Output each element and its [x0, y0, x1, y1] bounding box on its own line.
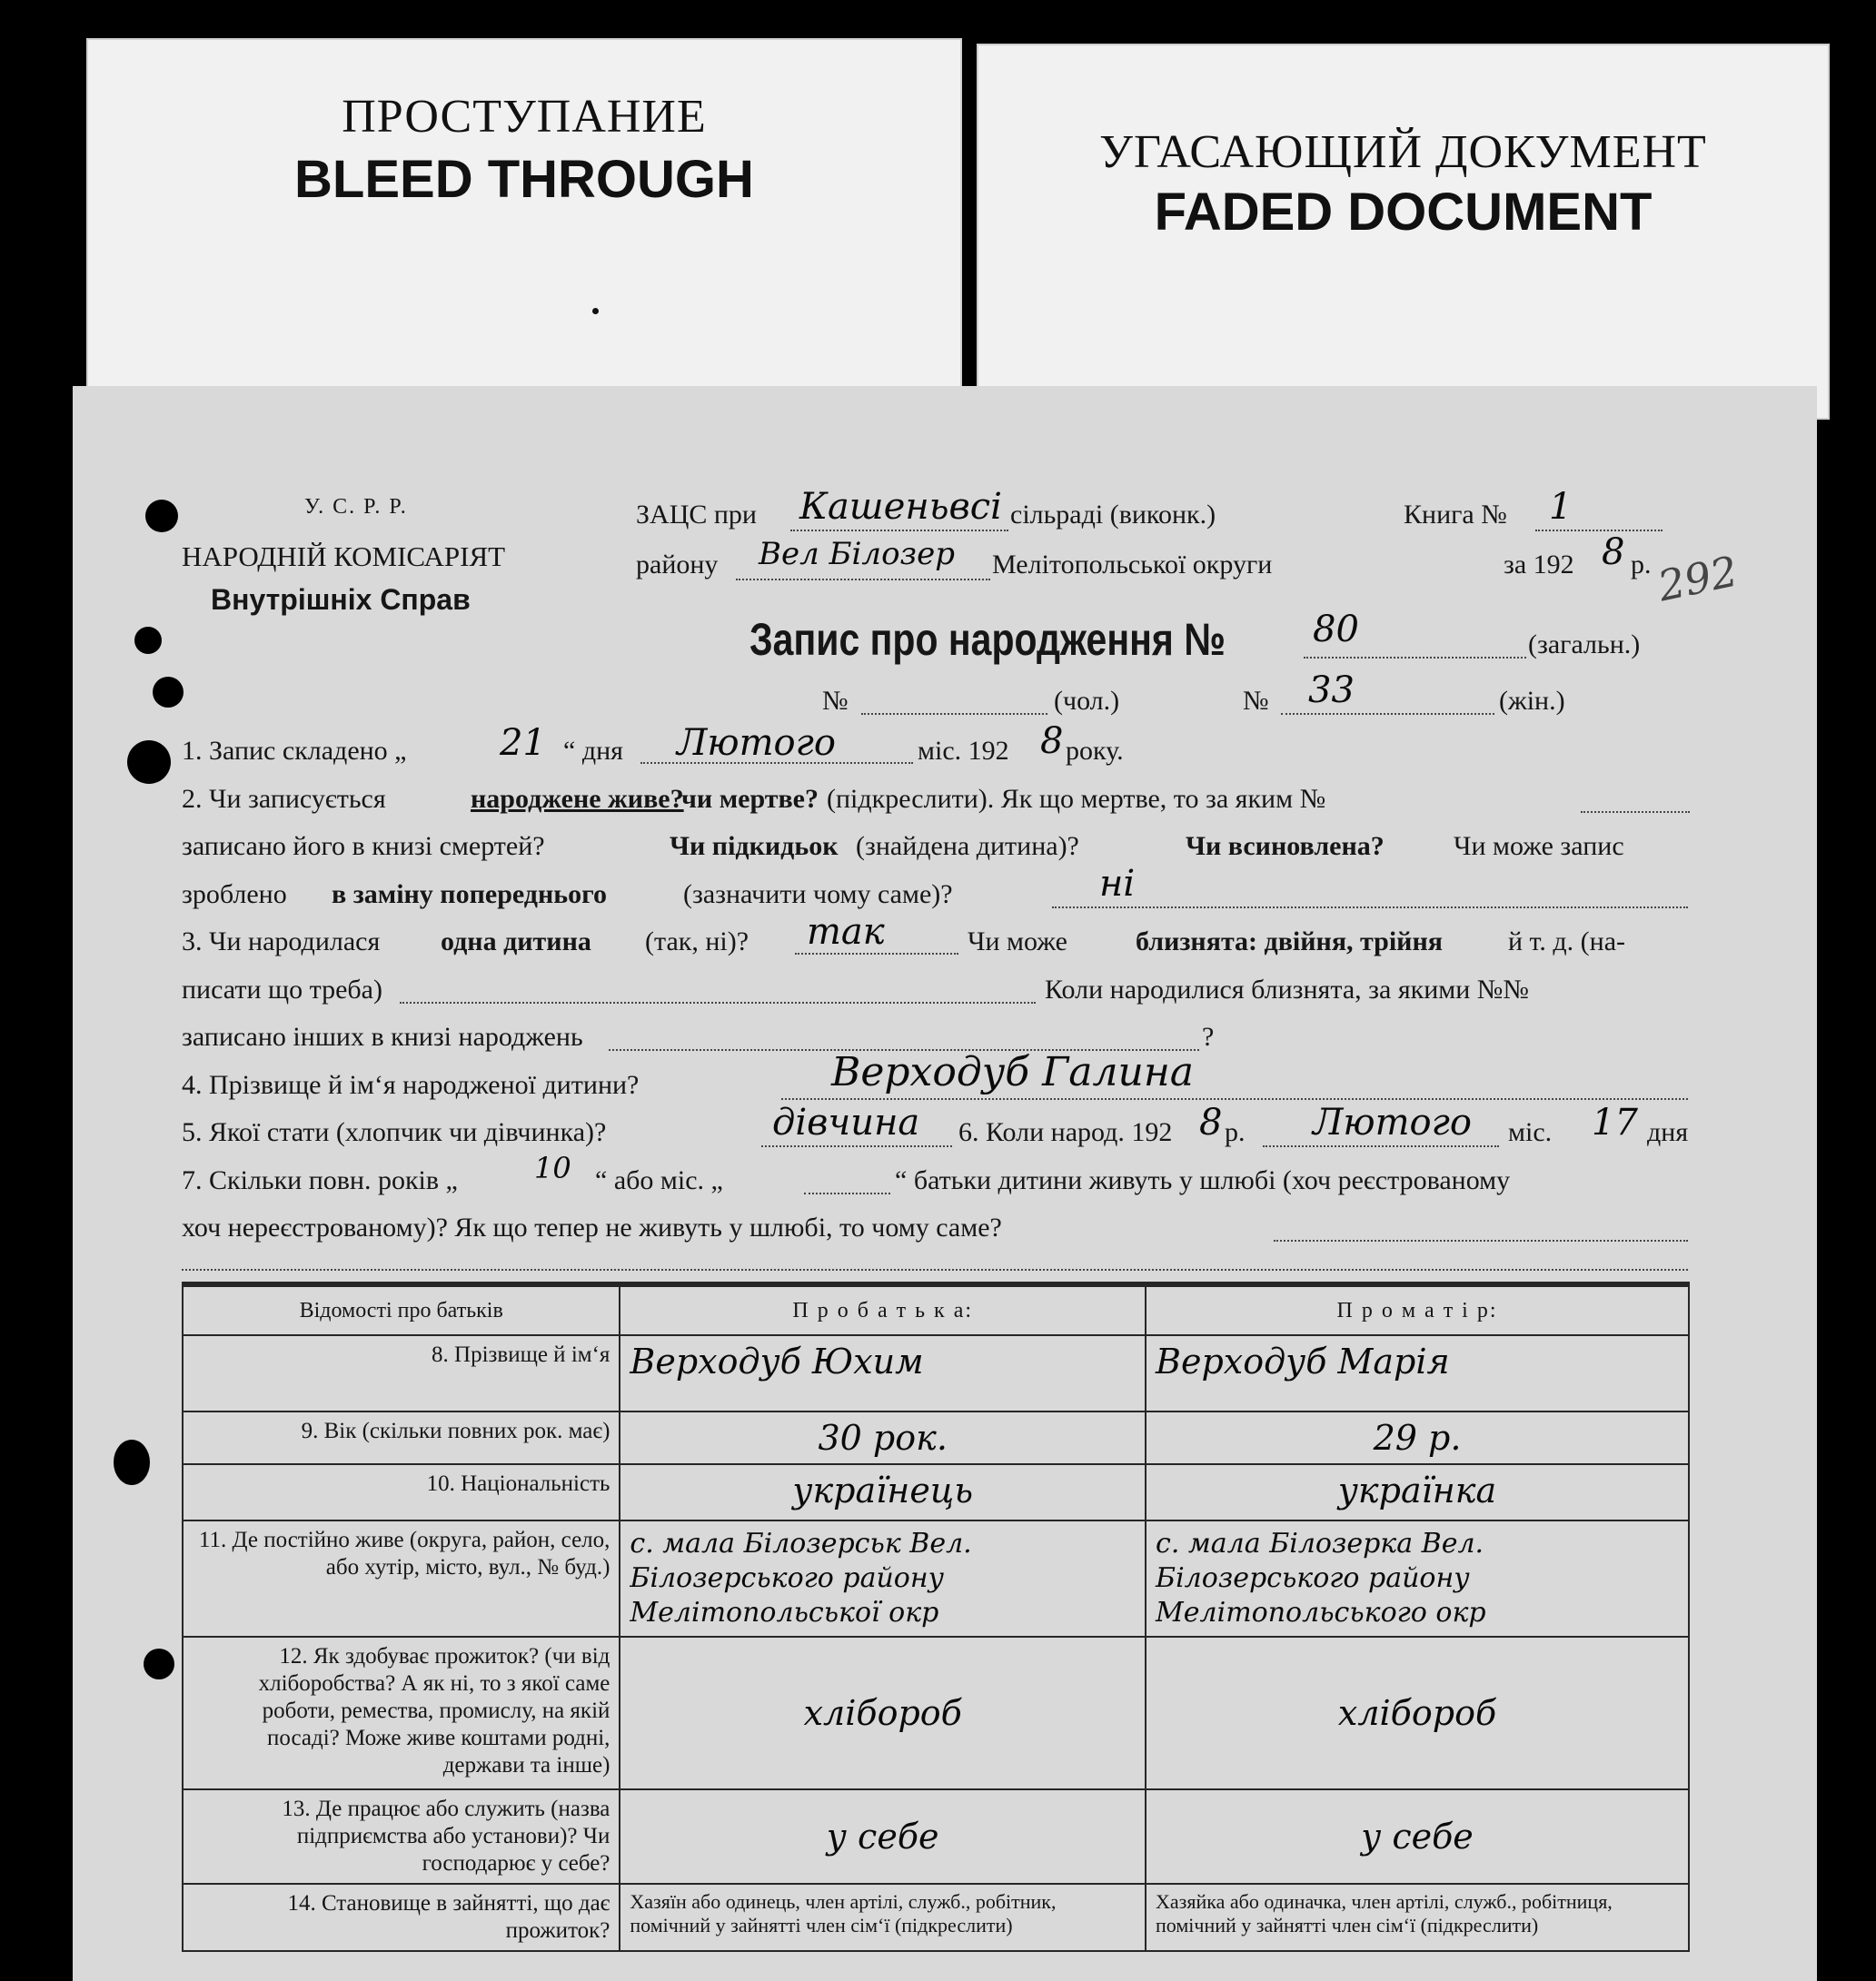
- field-line: [1304, 657, 1526, 659]
- q6-month-handwritten: Лютого: [1313, 1102, 1472, 1144]
- header-info: Відомості про батьків: [183, 1286, 620, 1335]
- q1-text: міс. 192: [918, 736, 1009, 766]
- field-line: [1281, 713, 1494, 715]
- field-line: [790, 530, 1008, 531]
- q6-day-handwritten: 17: [1592, 1102, 1638, 1144]
- year-suffix: р.: [1631, 550, 1652, 579]
- zags-suffix: сільраді (виконк.): [1010, 500, 1216, 530]
- q4-text: 4. Прізвище й ім‘я народженої дитини?: [182, 1070, 640, 1100]
- field-line: [182, 1269, 1688, 1271]
- q6-text: 6. Коли народ. 192: [958, 1117, 1173, 1147]
- q3-answer: так: [807, 911, 885, 953]
- q2-alive-option: народжене живе?: [471, 784, 684, 814]
- table-row: [183, 1884, 1689, 1951]
- punch-hole: [114, 1440, 150, 1485]
- parents-table: [182, 1285, 1690, 1952]
- father-nationality: українець: [620, 1464, 1146, 1520]
- card-label-ru: ПРОСТУПАНИЕ: [342, 91, 707, 143]
- mother-name: Верходуб Марія: [1146, 1335, 1689, 1411]
- q5-sex-answer: дівчина: [772, 1102, 920, 1144]
- mother-position-options: Хазяйка або одиначка, член артілі, служб., робітниця, помічний у зайнятті член сім‘ї (підкреслити): [1146, 1884, 1689, 1951]
- father-livelihood: хлібороб: [620, 1637, 1146, 1789]
- zags-prefix: ЗАЦС при: [636, 500, 757, 530]
- q1-month-handwritten: Лютого: [677, 722, 836, 764]
- table-row: [183, 1789, 1689, 1884]
- field-line: [1263, 1145, 1499, 1147]
- field-line: [781, 1098, 1688, 1100]
- field-line: [795, 953, 958, 955]
- mother-residence: с. мала Білозерка Вел. Білозерського району Мелітопольського окр: [1146, 1520, 1689, 1637]
- q1-year-handwritten: 8: [1040, 720, 1064, 762]
- table-row: [183, 1464, 1689, 1520]
- father-name: Верходуб Юхим: [620, 1335, 1146, 1411]
- male-label: (чол.): [1054, 686, 1120, 716]
- table-row: [183, 1411, 1689, 1464]
- q1-text: “ дня: [563, 736, 623, 766]
- q5-text: 5. Якої стати (хлопчик чи дівчинка)?: [182, 1117, 607, 1147]
- mother-workplace: у себе: [1146, 1789, 1689, 1884]
- punch-hole: [144, 1649, 174, 1679]
- q2-text: Чи може запис: [1454, 831, 1624, 861]
- q2-text: (зазначити чому саме)?: [683, 879, 953, 909]
- row-label: 14. Становище в зайнятті, що дає прожиток?: [183, 1884, 620, 1951]
- field-line: [761, 1145, 952, 1147]
- q1-day-handwritten: 21: [500, 722, 546, 764]
- punch-hole: [127, 740, 171, 784]
- q3-twins: близнята: двійня, трійня: [1136, 926, 1443, 956]
- field-line: [1535, 530, 1663, 531]
- district-prefix: району: [636, 550, 719, 579]
- q3-text: писати що треба): [182, 975, 382, 1005]
- punch-hole: [153, 677, 184, 708]
- father-workplace: у себе: [620, 1789, 1146, 1884]
- q2-text: 2. Чи записується: [182, 784, 386, 814]
- q6-text: міс.: [1508, 1117, 1553, 1147]
- q2-text: записано його в книзі смертей?: [182, 831, 545, 861]
- q6-year-handwritten: 8: [1199, 1102, 1223, 1144]
- year-handwritten: 8: [1602, 531, 1625, 573]
- q2-text: (знайдена дитина)?: [856, 831, 1079, 861]
- general-label: (загальн.): [1528, 629, 1641, 659]
- faded-document-card: [977, 44, 1830, 420]
- field-line: [736, 579, 990, 580]
- mother-nationality: українка: [1146, 1464, 1689, 1520]
- table-header-row: [183, 1286, 1689, 1335]
- q3-text: Коли народилися близнята, за якими №№: [1045, 975, 1530, 1005]
- punch-hole: [134, 627, 162, 654]
- card-label-ru: УГАСАЮЩИЙ ДОКУМЕНТ: [1099, 126, 1707, 178]
- field-line: [1274, 1240, 1688, 1242]
- q3-text: записано інших в книзі народжень: [182, 1022, 583, 1052]
- field-line: [1581, 811, 1690, 813]
- record-general-number: 80: [1313, 609, 1359, 650]
- field-line: [640, 762, 913, 764]
- table-row: [183, 1520, 1689, 1637]
- row-label: 9. Вік (скільки повних рок. має): [183, 1411, 620, 1464]
- commissariat-label: НАРОДНІЙ КОМІСАРІЯТ: [182, 540, 506, 572]
- field-line: [400, 1002, 1036, 1004]
- header-mother: П р о м а т і р:: [1146, 1286, 1689, 1335]
- bleed-through-card: [86, 38, 962, 414]
- punch-hole: [145, 500, 178, 532]
- q2-dead-option: чи мертве?: [681, 784, 819, 814]
- birth-record-sheet: [73, 386, 1817, 1981]
- mother-livelihood: хлібороб: [1146, 1637, 1689, 1789]
- ussr-label: У. С. Р. Р.: [304, 495, 408, 519]
- q7-text: хоч нереєстрованому)? Як що тепер не живуть у шлюбі, то чому саме?: [182, 1213, 1002, 1243]
- field-line: [1052, 906, 1688, 908]
- q1-text: 1. Запис складено „: [182, 736, 407, 766]
- row-label: 12. Як здобуває прожиток? (чи від хліборобства? А як ні, то з якої саме роботи, ремества, промислу, на якій посаді? Може живе коштами родні, держави та інше): [183, 1637, 620, 1789]
- q2-foundling: Чи підкидьок: [670, 831, 839, 861]
- district-handwritten: Вел Білозер: [759, 536, 955, 572]
- q7-text: “ батьки дитини живуть у шлюбі (хоч реєстрованому: [895, 1165, 1511, 1195]
- q4-child-name: Верходуб Галина: [831, 1049, 1195, 1095]
- q3-text: Чи може: [968, 926, 1067, 956]
- table-row: [183, 1637, 1689, 1789]
- field-line: [804, 1193, 890, 1194]
- q2-replacement-answer: ні: [1099, 863, 1136, 905]
- row-label: 13. Де працює або служить (назва підприємства або установи)? Чи господарює у себе?: [183, 1789, 620, 1884]
- row-label: 11. Де постійно живе (округа, район, село, або хутір, місто, вул., № буд.): [183, 1520, 620, 1637]
- female-number-handwritten: 33: [1308, 669, 1355, 711]
- q2-adopted: Чи всиновлена?: [1186, 831, 1385, 861]
- district-suffix: Мелітопольської округи: [992, 550, 1273, 579]
- header-father: П р о б а т ь к а:: [620, 1286, 1146, 1335]
- father-position-options: Хазяїн або одинець, член артілі, служб., робітник, помічний у зайнятті член сім‘ї (підкреслити): [620, 1884, 1146, 1951]
- year-label: за 192: [1504, 550, 1574, 579]
- father-residence: с. мала Білозерськ Вел. Білозерського району Мелітопольської окр: [620, 1520, 1146, 1637]
- q6-text: р.: [1225, 1117, 1246, 1147]
- q2-text: зроблено: [182, 879, 287, 909]
- father-age: 30 рок.: [620, 1411, 1146, 1464]
- q7-text: “ або міс. „: [595, 1165, 723, 1195]
- q3-text: ?: [1202, 1022, 1215, 1052]
- q3-text: й т. д. (на-: [1508, 926, 1626, 956]
- female-num-label: №: [1243, 686, 1269, 716]
- male-num-label: №: [822, 686, 849, 716]
- q2-text: (підкреслити). Як що мертве, то за яким №: [827, 784, 1326, 814]
- q2-replacement: в заміну попереднього: [332, 879, 608, 909]
- q7-years-handwritten: 10: [534, 1151, 571, 1185]
- field-line: [861, 713, 1047, 715]
- book-label: Книга №: [1404, 500, 1507, 530]
- card-label-en: BLEED THROUGH: [294, 150, 754, 209]
- q7-text: 7. Скільки повн. років „: [182, 1165, 458, 1195]
- row-label: 8. Прізвище й ім‘я: [183, 1335, 620, 1411]
- q3-text: (так, ні)?: [645, 926, 749, 956]
- zags-handwritten: Кашеньвсі: [799, 486, 1002, 528]
- q6-text: дня: [1647, 1117, 1689, 1147]
- q1-text: року.: [1066, 736, 1124, 766]
- card-label-en: FADED DOCUMENT: [1154, 183, 1653, 242]
- internal-affairs-label: Внутрішніх Справ: [211, 583, 471, 616]
- corner-number: 292: [1653, 546, 1742, 611]
- row-label: 10. Національність: [183, 1464, 620, 1520]
- record-title: Запис про народження №: [749, 614, 1226, 665]
- book-number-handwritten: 1: [1549, 486, 1573, 528]
- table-row: [183, 1335, 1689, 1411]
- mother-age: 29 р.: [1146, 1411, 1689, 1464]
- q3-single-child: одна дитина: [441, 926, 591, 956]
- dot-mark: [592, 308, 599, 314]
- female-label: (жін.): [1499, 686, 1565, 716]
- q3-text: 3. Чи народилася: [182, 926, 381, 956]
